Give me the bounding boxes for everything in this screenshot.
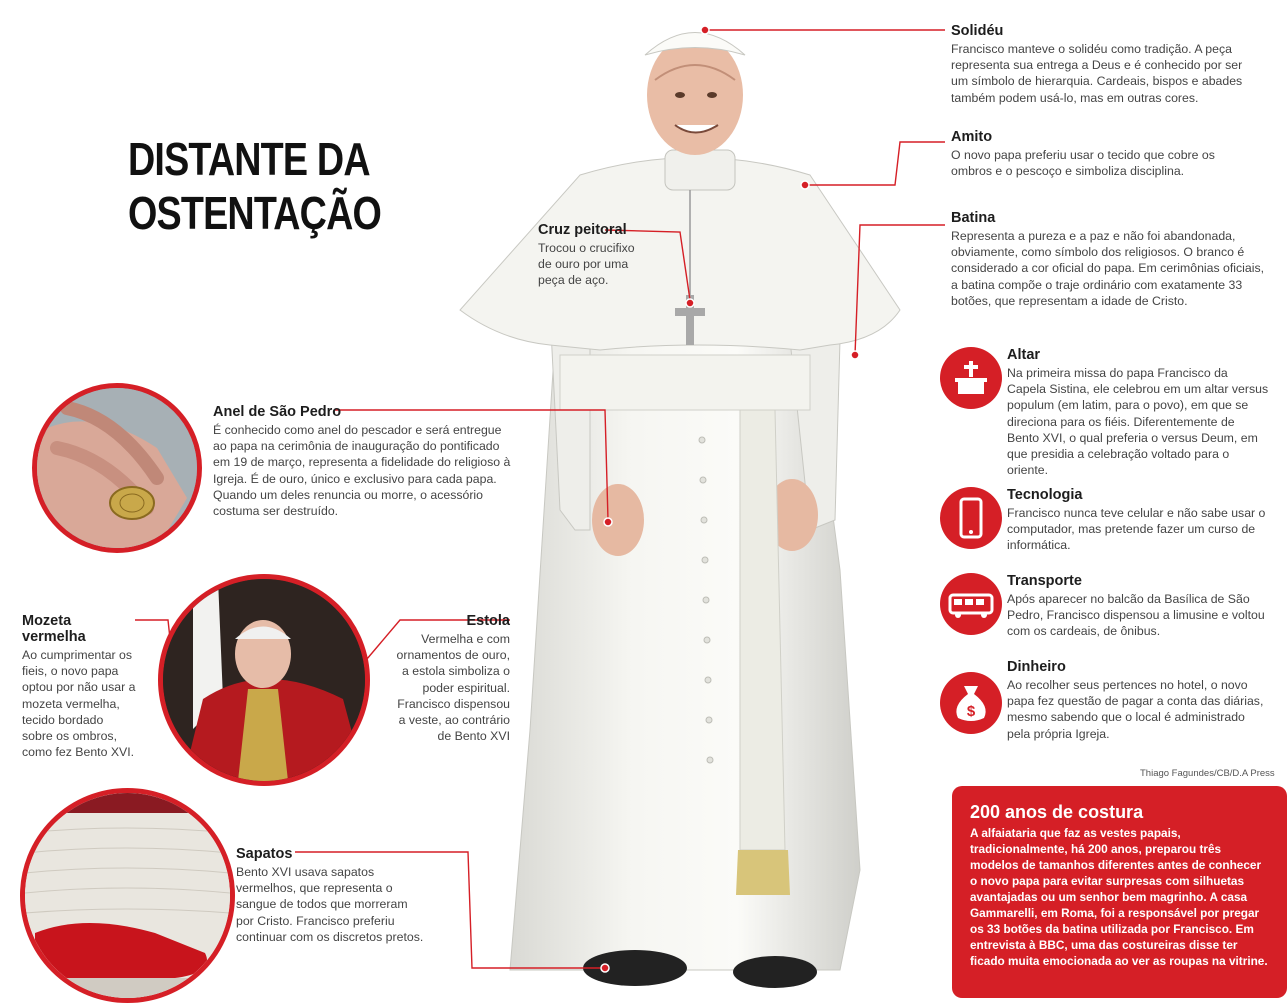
annotation-amito (951, 129, 1256, 179)
annotation-anel (213, 404, 513, 519)
fact-heading: Tecnologia (1007, 487, 1083, 503)
annotation-cruz-peitoral (538, 222, 638, 289)
ring-photo (32, 383, 202, 553)
bus-icon (940, 573, 1002, 635)
annotation-estola (395, 613, 510, 744)
annotation-heading: Amito (951, 129, 993, 145)
annotation-heading: Estola (466, 613, 510, 629)
annotation-heading: Mozeta vermelha (22, 613, 86, 645)
money-bag-icon (940, 672, 1002, 734)
fact-text: Após aparecer no balcão da Basílica de São Pedro, Francisco dispensou a limusine e voltou com os cardeais, de ônibus. (1007, 592, 1265, 639)
sewing-history-box (952, 786, 1287, 998)
red-shoes-photo (20, 788, 235, 1003)
fact-altar (1007, 347, 1269, 478)
annotation-text: É conhecido como anel do pescador e será entregue ao papa na cerimônia de inauguração do pontificado em 19 de março, representa a fidelidade do religioso à Igreja. É de ouro, único e exclusivo para cada papa. Quando um deles renuncia ou morre, o acessório costuma ser destruído. (213, 423, 511, 519)
fact-text: Francisco nunca teve celular e não sabe usar o computador, mas pretende fazer um curso de informática. (1007, 506, 1266, 553)
fact-tecnologia (1007, 487, 1269, 554)
title-line-2: OSTENTAÇÃO (128, 187, 382, 239)
box-heading: 200 anos de costura (970, 802, 1144, 822)
red-shoes-illustration (25, 793, 230, 998)
annotation-text: Vermelha e com ornamentos de ouro, a estola simboliza o poder espiritual. Francisco dispensou a veste, ao contrário de Bento XVI (396, 632, 510, 744)
annotation-text: Representa a pureza e a paz e não foi abandonada, obviamente, como símbolo dos religiosos. O branco é considerado a cor oficial do papa. Em cerimônias oficiais, a batina compõe o traje ordinário com exatamente 33 botões, que representam a idade de Cristo. (951, 229, 1265, 308)
annotation-mozeta (22, 613, 137, 760)
annotation-heading: Cruz peitoral (538, 222, 627, 238)
hand-with-ring-illustration (37, 388, 197, 548)
photo-credit: Thiago Fagundes/CB/D.A Press (1140, 768, 1275, 779)
annotation-heading: Sapatos (236, 846, 293, 862)
annotation-sapatos (236, 846, 426, 945)
bento-xvi-illustration (163, 579, 365, 781)
fact-text: Na primeira missa do papa Francisco da Capela Sistina, ele celebrou em um altar versus populum (em latim, para o povo), em que se direciona para os fiéis. Diferentemente de Bento XVI, o qual preferia o versus Deum, em que presidia a celebração voltado para o oriente. (1007, 366, 1269, 478)
box-text: A alfaiataria que faz as vestes papais, tradicionalmente, há 200 anos, preparou três modelos de tamanhos diferentes antes de conhecer o novo papa para evitar surpresas com silhuetas avantajadas ou um senhor bem magrinho. A casa Gammarelli, em Roma, foi a responsável por pregar os 33 botões da batina utilizada por Francisco. Em entrevista à BBC, uma das costureiras disse ter ficado muita emocionada ao ver as roupas na vitrine. (970, 826, 1268, 968)
annotation-text: Francisco manteve o solidéu como tradição. A peça representa sua entrega a Deus e é conhecido por ser um símbolo de hierarquia. Cardeais, bispos e abades também podem usá-lo, mas em outras cores. (951, 42, 1243, 105)
smartphone-icon (940, 487, 1002, 549)
fact-dinheiro (1007, 659, 1269, 742)
annotation-text: O novo papa preferiu usar o tecido que cobre os ombros e o pescoço e simboliza disciplina. (951, 148, 1215, 179)
fact-text: Ao recolher seus pertences no hotel, o novo papa fez questão de pagar a conta das diárias, mesmo sabendo que o local é administrado pela própria Igreja. (1007, 678, 1264, 741)
fact-heading: Dinheiro (1007, 659, 1066, 675)
title-line-1: DISTANTE DA (128, 133, 370, 185)
annotation-text: Ao cumprimentar os fieis, o novo papa optou por não usar a mozeta vermelha, tecido bordado sobre os ombros, como fez Bento XVI. (22, 648, 136, 760)
annotation-text: Bento XVI usava sapatos vermelhos, que representa o sangue de todos que morreram por Cristo. Francisco preferiu continuar com os discretos pretos. (236, 865, 424, 944)
annotation-heading: Batina (951, 210, 996, 226)
fact-heading: Transporte (1007, 573, 1082, 589)
svg-text:$: $ (966, 703, 976, 720)
bento-xvi-photo (158, 574, 370, 786)
page-title (128, 132, 382, 240)
fact-transporte (1007, 573, 1269, 640)
annotation-heading: Anel de São Pedro (213, 404, 342, 420)
altar-icon (940, 347, 1002, 409)
fact-heading: Altar (1007, 347, 1041, 363)
annotation-solideu (951, 23, 1251, 106)
annotation-text: Trocou o crucifixo de ouro por uma peça de aço. (538, 241, 635, 288)
annotation-batina (951, 210, 1266, 309)
annotation-heading: Solidéu (951, 23, 1004, 39)
